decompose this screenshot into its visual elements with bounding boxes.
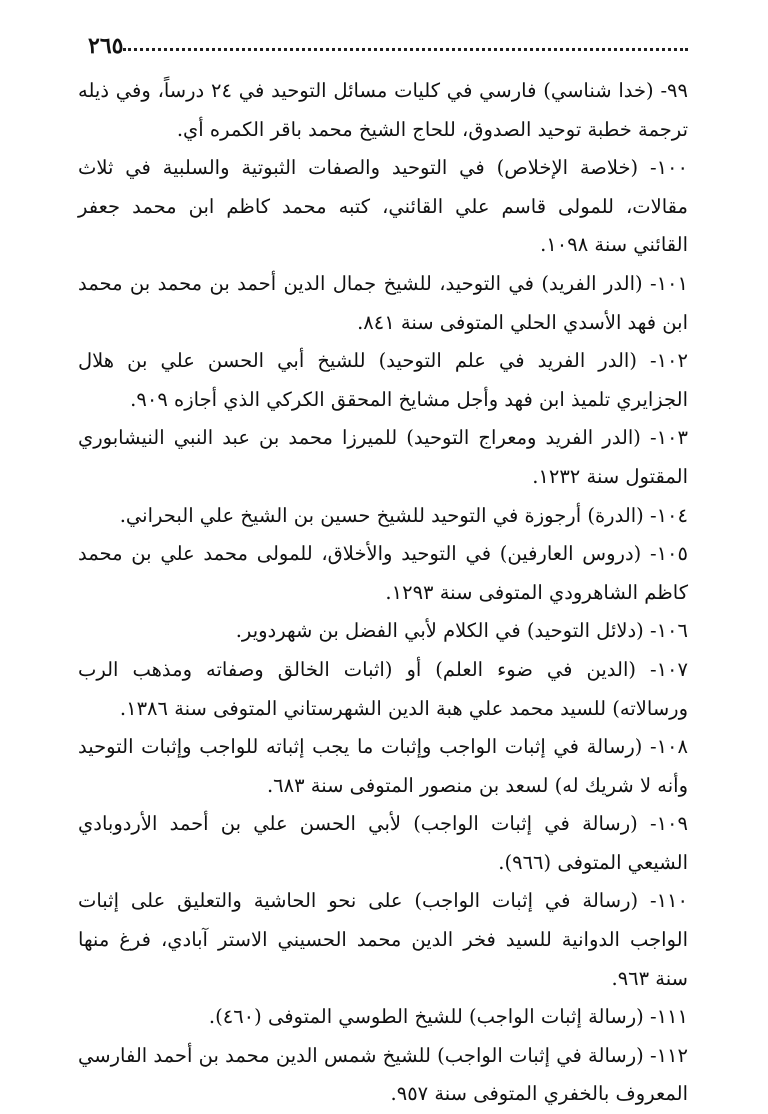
bibliography-entry: ١٠٩- (رسالة في إثبات الواجب) لأبي الحسن علي بن أحمد الأردوبادي الشيعي المتوفى (٩٦٦). <box>78 812 688 874</box>
bibliography-entry: ١٠٥- (دروس العارفين) في التوحيد والأخلاق، للمولى محمد علي بن محمد كاظم الشاهرودي المتوفى سنة ١٢٩٣. <box>78 542 688 604</box>
bibliography-entry: ١٠٧- (الدين في ضوء العلم) أو (اثبات الخالق وصفاته ومذهب الرب ورسالاته) للسيد محمد علي هبة الدين الشهرستاني المتوفى سنة ١٣٨٦. <box>78 657 688 720</box>
bibliography-entry: ١٠٦- (دلائل التوحيد) في الكلام لأبي الفضل بن شهردوير. <box>235 619 688 643</box>
bibliography-entry: ١١١- (رسالة إثبات الواجب) للشيخ الطوسي المتوفى (٤٦٠). <box>208 1005 688 1029</box>
bibliography-entry: ١١٠- (رسالة في إثبات الواجب) على نحو الحاشية والتعليق على إثبات الواجب الدوانية للسيد فخر الدين محمد الحسيني الاستر آبادي، فرغ منها سنة ٩٦٣. <box>78 889 688 990</box>
running-header <box>78 24 688 68</box>
bibliography-entry: ١٠٣- (الدر الفريد ومعراج التوحيد) للميرزا محمد بن عبد النبي النيشابوري المقتول سنة ١٢٣٢. <box>78 426 688 488</box>
bibliography-entry: ١٠١- (الدر الفريد) في التوحيد، للشيخ جمال الدين أحمد بن محمد بن محمد ابن فهد الأسدي الحلي المتوفى سنة ٨٤١. <box>78 271 688 334</box>
document-page <box>78 24 688 1114</box>
leader-dots <box>123 48 688 51</box>
bibliography-entry: ١٠٢- (الدر الفريد في علم التوحيد) للشيخ أبي الحسن علي بن هلال الجزايري تلميذ ابن فهد وأجل مشايخ المحقق الكركي الذي أجازه ٩٠٩. <box>78 349 688 411</box>
bibliography-entry: ٩٩- (خدا شناسي) فارسي في كليات مسائل التوحيد في ٢٤ درساً، وفي ذيله ترجمة خطبة توحيد الصدوق، للحاج الشيخ محمد باقر الكمره أي. <box>78 79 688 141</box>
bibliography-entry: ١٠٤- (الدرة) أرجوزة في التوحيد للشيخ حسين بن الشيخ علي البحراني. <box>119 503 688 527</box>
bibliography-entry: ١٠٠- (خلاصة الإخلاص) في التوحيد والصفات الثبوتية والسلبية في ثلاث مقالات، للمولى قاسم علي القائني، كتبه محمد كاظم ابن محمد جعفر القائني سنة ١٠٩٨. <box>78 156 688 257</box>
bibliography-entry: ١٠٨- (رسالة في إثبات الواجب وإثبات ما يجب إثباته للواجب وإثبات التوحيد وأنه لا شريك له) لسعد بن منصور المتوفى سنة ٦٨٣. <box>78 735 688 797</box>
page-number: ٢٦٥ <box>88 33 124 59</box>
bibliography-entry: ١١٢- (رسالة في إثبات الواجب) للشيخ شمس الدين محمد بن أحمد الفارسي المعروف بالخفري المتوفى سنة ٩٥٧. <box>78 1043 688 1106</box>
entry-list <box>78 72 688 1114</box>
